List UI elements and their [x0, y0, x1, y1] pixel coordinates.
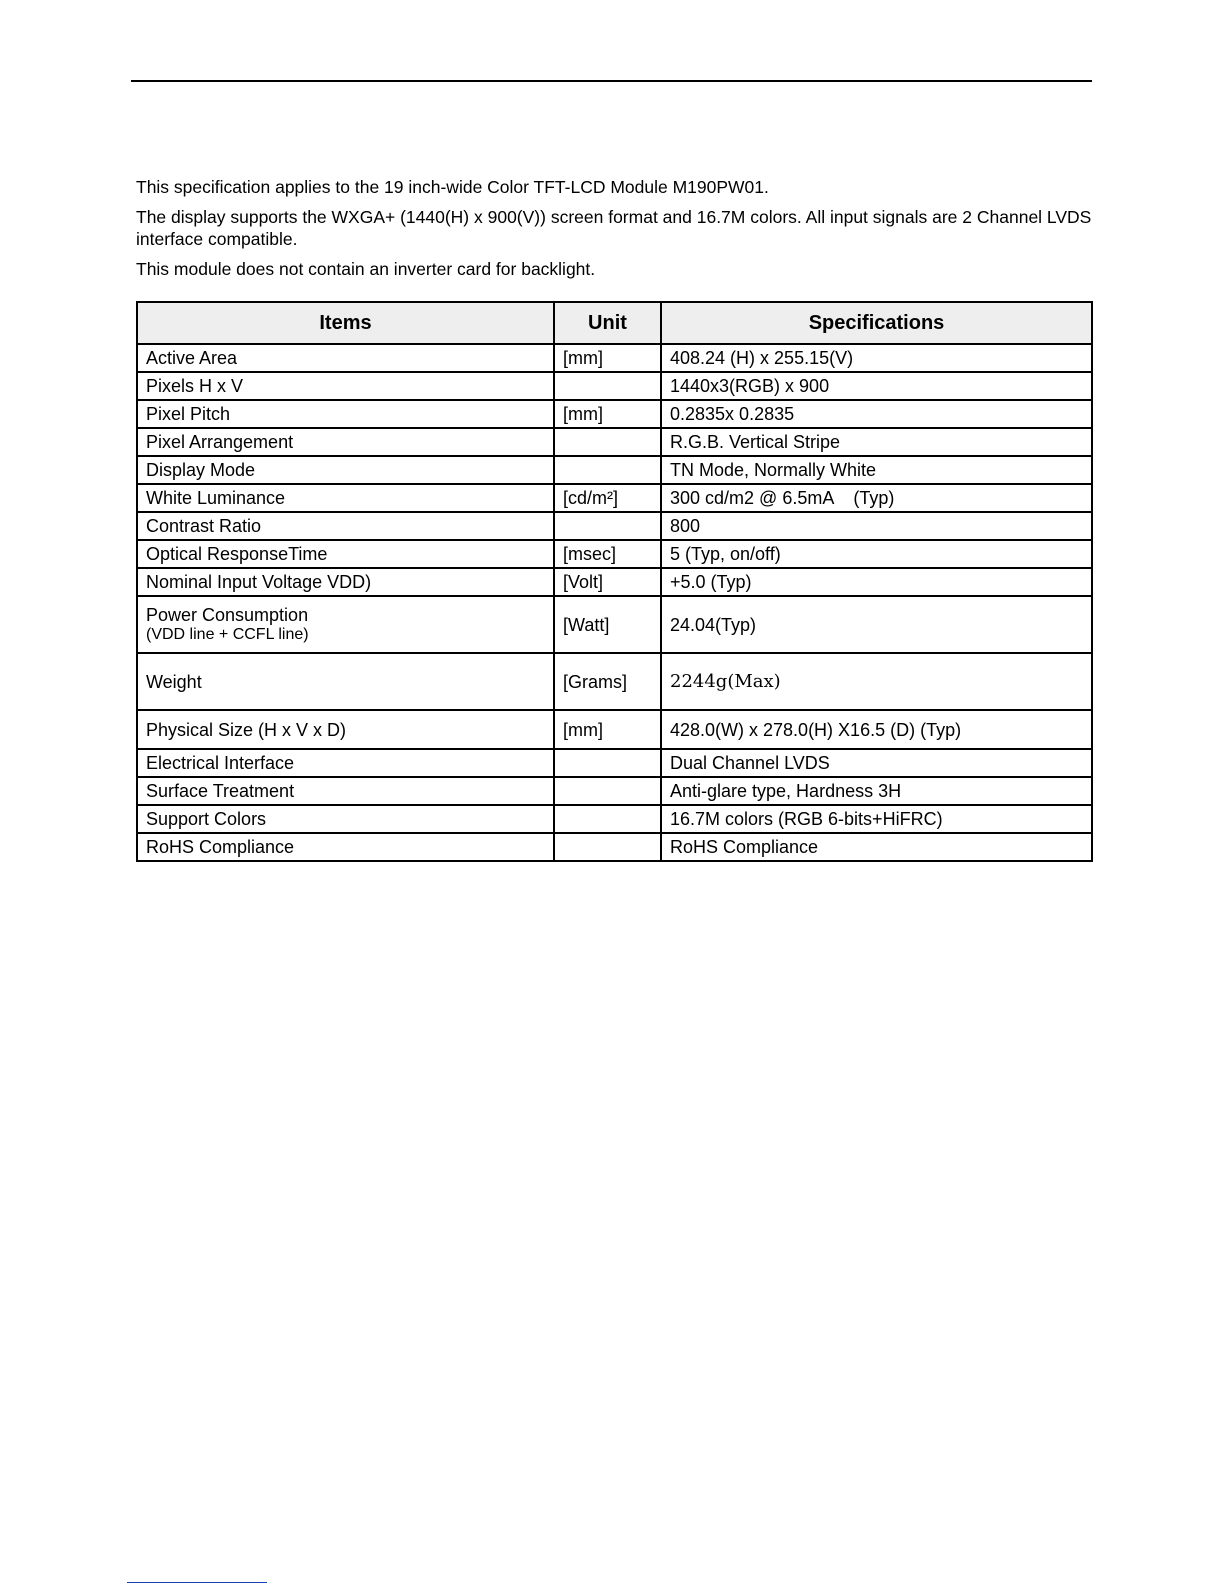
- unit-cell: [cd/m²]: [554, 484, 661, 512]
- item-cell: Optical ResponseTime: [137, 540, 554, 568]
- table-row: [137, 653, 1092, 710]
- table-row: [137, 540, 1092, 568]
- header-unit: Unit: [554, 302, 661, 344]
- table-row: [137, 568, 1092, 596]
- unit-cell: [554, 805, 661, 833]
- unit-cell: [554, 749, 661, 777]
- unit-cell: [msec]: [554, 540, 661, 568]
- item-cell: [137, 596, 554, 653]
- item-cell: Active Area: [137, 344, 554, 372]
- spec-cell: TN Mode, Normally White: [661, 456, 1092, 484]
- intro-paragraph-3: This module does not contain an inverter card for backlight.: [136, 259, 596, 279]
- unit-cell: [554, 456, 661, 484]
- spec-cell: 2244g(Max): [661, 653, 1092, 710]
- spec-cell: Anti-glare type, Hardness 3H: [661, 777, 1092, 805]
- item-cell: Support Colors: [137, 805, 554, 833]
- item-cell: Electrical Interface: [137, 749, 554, 777]
- spec-cell: R.G.B. Vertical Stripe: [661, 428, 1092, 456]
- unit-cell: [Volt]: [554, 568, 661, 596]
- table-row: [137, 749, 1092, 777]
- spec-table: [136, 301, 1093, 862]
- spec-cell: 300 cd/m2 @ 6.5mA (Typ): [661, 484, 1092, 512]
- item-cell: Display Mode: [137, 456, 554, 484]
- item-cell: Physical Size (H x V x D): [137, 710, 554, 749]
- unit-cell: [554, 428, 661, 456]
- table-row: [137, 512, 1092, 540]
- table-row: [137, 833, 1092, 861]
- table-header-row: [137, 302, 1092, 344]
- unit-cell: [554, 512, 661, 540]
- item-cell: Surface Treatment: [137, 777, 554, 805]
- intro-paragraph-1: This specification applies to the 19 inch-wide Color TFT-LCD Module M190PW01.: [136, 177, 769, 197]
- unit-cell: [mm]: [554, 710, 661, 749]
- table-row: [137, 484, 1092, 512]
- spec-cell: 428.0(W) x 278.0(H) X16.5 (D) (Typ): [661, 710, 1092, 749]
- table-row: [137, 596, 1092, 653]
- unit-cell: [Watt]: [554, 596, 661, 653]
- unit-cell: [mm]: [554, 344, 661, 372]
- spec-cell: 16.7M colors (RGB 6-bits+HiFRC): [661, 805, 1092, 833]
- spec-cell: 800: [661, 512, 1092, 540]
- spec-cell: RoHS Compliance: [661, 833, 1092, 861]
- spec-cell: 0.2835x 0.2835: [661, 400, 1092, 428]
- header-items: Items: [137, 302, 554, 344]
- footer-link-underline: [127, 1582, 267, 1583]
- table-row: [137, 805, 1092, 833]
- table-row: [137, 710, 1092, 749]
- table-row: [137, 344, 1092, 372]
- table-row: [137, 428, 1092, 456]
- header-specifications: Specifications: [661, 302, 1092, 344]
- unit-cell: [mm]: [554, 400, 661, 428]
- item-cell: White Luminance: [137, 484, 554, 512]
- item-cell: Pixel Pitch: [137, 400, 554, 428]
- spec-cell: 408.24 (H) x 255.15(V): [661, 344, 1092, 372]
- spec-cell: 1440x3(RGB) x 900: [661, 372, 1092, 400]
- item-cell: Weight: [137, 653, 554, 710]
- unit-cell: [Grams]: [554, 653, 661, 710]
- item-cell: Pixel Arrangement: [137, 428, 554, 456]
- header-rule: [131, 80, 1092, 82]
- item-cell: Pixels H x V: [137, 372, 554, 400]
- table-row: [137, 372, 1092, 400]
- item-cell: RoHS Compliance: [137, 833, 554, 861]
- table-row: [137, 400, 1092, 428]
- item-label: Power Consumption: [146, 604, 309, 625]
- intro-text: [136, 176, 1092, 288]
- item-cell: Nominal Input Voltage VDD): [137, 568, 554, 596]
- spec-cell: +5.0 (Typ): [661, 568, 1092, 596]
- item-sublabel: (VDD line + CCFL line): [146, 625, 309, 643]
- intro-paragraph-2: The display supports the WXGA+ (1440(H) x 900(V)) screen format and 16.7M colors. All input signals are 2 Channel LVDS interface compatible.: [136, 207, 1092, 249]
- spec-cell: 24.04(Typ): [661, 596, 1092, 653]
- table-row: [137, 777, 1092, 805]
- spec-cell: Dual Channel LVDS: [661, 749, 1092, 777]
- unit-cell: [554, 777, 661, 805]
- spec-cell: 5 (Typ, on/off): [661, 540, 1092, 568]
- table-row: [137, 456, 1092, 484]
- item-cell: Contrast Ratio: [137, 512, 554, 540]
- unit-cell: [554, 372, 661, 400]
- unit-cell: [554, 833, 661, 861]
